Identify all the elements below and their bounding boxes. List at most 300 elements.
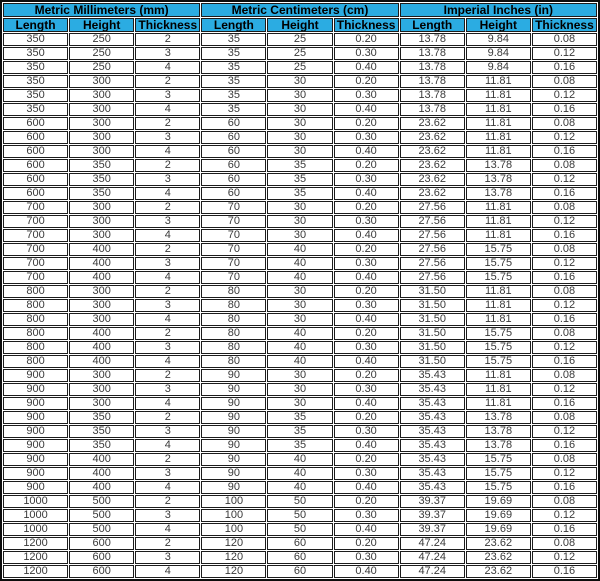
cell: 4 — [135, 313, 200, 326]
cell: 4 — [135, 145, 200, 158]
cell: 0.08 — [532, 285, 597, 298]
cell: 0.30 — [334, 215, 399, 228]
cell: 19.69 — [466, 509, 531, 522]
cell: 1000 — [3, 495, 68, 508]
cell: 0.40 — [334, 229, 399, 242]
cell: 0.12 — [532, 257, 597, 270]
cell: 600 — [69, 551, 134, 564]
cell: 300 — [69, 313, 134, 326]
cell: 2 — [135, 369, 200, 382]
cell: 2 — [135, 495, 200, 508]
cell: 0.40 — [334, 397, 399, 410]
cell: 27.56 — [400, 229, 465, 242]
table-row — [3, 523, 597, 536]
cell: 11.81 — [466, 299, 531, 312]
cell: 23.62 — [466, 551, 531, 564]
cell: 0.08 — [532, 453, 597, 466]
cell: 13.78 — [400, 103, 465, 116]
table-row — [3, 33, 597, 46]
cell: 0.08 — [532, 537, 597, 550]
cell: 400 — [69, 467, 134, 480]
cell: 3 — [135, 425, 200, 438]
cell: 60 — [201, 173, 266, 186]
cell: 30 — [267, 89, 332, 102]
cell: 0.40 — [334, 565, 399, 578]
cell: 0.16 — [532, 187, 597, 200]
cell: 0.30 — [334, 173, 399, 186]
cell: 900 — [3, 453, 68, 466]
cell: 70 — [201, 201, 266, 214]
cell: 2 — [135, 327, 200, 340]
cell: 700 — [3, 229, 68, 242]
cell: 31.50 — [400, 285, 465, 298]
cell: 0.40 — [334, 103, 399, 116]
cell: 40 — [267, 481, 332, 494]
cell: 35.43 — [400, 411, 465, 424]
cell: 30 — [267, 145, 332, 158]
cell: 600 — [3, 187, 68, 200]
cell: 0.30 — [334, 47, 399, 60]
cell: 600 — [69, 537, 134, 550]
cell: 0.08 — [532, 243, 597, 256]
cell: 15.75 — [466, 327, 531, 340]
cell: 0.30 — [334, 467, 399, 480]
table-row — [3, 117, 597, 130]
cell: 500 — [69, 509, 134, 522]
cell: 0.16 — [532, 439, 597, 452]
table-row — [3, 229, 597, 242]
cell: 27.56 — [400, 271, 465, 284]
cell: 90 — [201, 439, 266, 452]
cell: 40 — [267, 257, 332, 270]
cell: 0.20 — [334, 243, 399, 256]
cell: 30 — [267, 285, 332, 298]
cell: 0.30 — [334, 425, 399, 438]
cell: 0.40 — [334, 355, 399, 368]
cell: 900 — [3, 467, 68, 480]
cell: 0.30 — [334, 341, 399, 354]
cell: 120 — [201, 537, 266, 550]
cell: 13.78 — [466, 159, 531, 172]
section-title-imperial-in: Imperial Inches (in) — [400, 3, 597, 17]
cell: 11.81 — [466, 229, 531, 242]
cell: 0.30 — [334, 89, 399, 102]
cell: 39.37 — [400, 495, 465, 508]
cell: 3 — [135, 89, 200, 102]
cell: 3 — [135, 47, 200, 60]
cell: 4 — [135, 481, 200, 494]
cell: 0.16 — [532, 61, 597, 74]
cell: 0.12 — [532, 215, 597, 228]
cell: 31.50 — [400, 341, 465, 354]
cell: 700 — [3, 215, 68, 228]
table-row — [3, 369, 597, 382]
cell: 250 — [69, 61, 134, 74]
cell: 0.12 — [532, 551, 597, 564]
cell: 23.62 — [466, 537, 531, 550]
cell: 35 — [267, 173, 332, 186]
cell: 1200 — [3, 551, 68, 564]
cell: 0.16 — [532, 271, 597, 284]
cell: 300 — [69, 397, 134, 410]
cell: 0.20 — [334, 537, 399, 550]
cell: 350 — [69, 173, 134, 186]
cell: 35.43 — [400, 369, 465, 382]
cell: 3 — [135, 467, 200, 480]
table-row — [3, 439, 597, 452]
cell: 27.56 — [400, 243, 465, 256]
cell: 31.50 — [400, 355, 465, 368]
table-row — [3, 495, 597, 508]
cell: 25 — [267, 47, 332, 60]
cell: 2 — [135, 159, 200, 172]
cell: 2 — [135, 453, 200, 466]
cell: 11.81 — [466, 369, 531, 382]
col-header-in-height: Height — [466, 18, 531, 32]
cell: 30 — [267, 313, 332, 326]
cell: 0.20 — [334, 117, 399, 130]
cell: 30 — [267, 369, 332, 382]
cell: 400 — [69, 327, 134, 340]
cell: 4 — [135, 103, 200, 116]
cell: 47.24 — [400, 537, 465, 550]
table-row — [3, 313, 597, 326]
cell: 1200 — [3, 537, 68, 550]
cell: 30 — [267, 201, 332, 214]
cell: 30 — [267, 229, 332, 242]
cell: 700 — [3, 271, 68, 284]
cell: 39.37 — [400, 509, 465, 522]
cell: 40 — [267, 327, 332, 340]
cell: 0.12 — [532, 467, 597, 480]
cell: 70 — [201, 243, 266, 256]
cell: 300 — [69, 75, 134, 88]
cell: 3 — [135, 215, 200, 228]
cell: 350 — [3, 75, 68, 88]
cell: 700 — [3, 201, 68, 214]
cell: 600 — [3, 131, 68, 144]
cell: 15.75 — [466, 257, 531, 270]
section-title-metric-cm: Metric Centimeters (cm) — [201, 3, 398, 17]
table-row — [3, 47, 597, 60]
cell: 600 — [3, 173, 68, 186]
cell: 80 — [201, 327, 266, 340]
table-body — [3, 33, 597, 578]
col-header-mm-length: Length — [3, 18, 68, 32]
cell: 250 — [69, 33, 134, 46]
cell: 0.16 — [532, 229, 597, 242]
cell: 11.81 — [466, 201, 531, 214]
table-row — [3, 215, 597, 228]
cell: 9.84 — [466, 61, 531, 74]
column-header-row — [3, 18, 597, 32]
cell: 35 — [201, 75, 266, 88]
cell: 9.84 — [466, 33, 531, 46]
cell: 60 — [201, 131, 266, 144]
cell: 900 — [3, 397, 68, 410]
table-row — [3, 285, 597, 298]
cell: 0.12 — [532, 383, 597, 396]
cell: 120 — [201, 565, 266, 578]
cell: 0.08 — [532, 327, 597, 340]
table-row — [3, 131, 597, 144]
cell: 600 — [3, 159, 68, 172]
cell: 0.16 — [532, 145, 597, 158]
table-row — [3, 89, 597, 102]
cell: 300 — [69, 383, 134, 396]
cell: 11.81 — [466, 75, 531, 88]
cell: 350 — [3, 33, 68, 46]
cell: 35 — [201, 33, 266, 46]
cell: 0.12 — [532, 131, 597, 144]
cell: 300 — [69, 229, 134, 242]
cell: 13.78 — [400, 61, 465, 74]
cell: 100 — [201, 509, 266, 522]
cell: 80 — [201, 285, 266, 298]
cell: 80 — [201, 355, 266, 368]
cell: 350 — [3, 89, 68, 102]
cell: 0.40 — [334, 439, 399, 452]
cell: 60 — [201, 187, 266, 200]
cell: 800 — [3, 285, 68, 298]
cell: 11.81 — [466, 131, 531, 144]
cell: 500 — [69, 523, 134, 536]
cell: 300 — [69, 117, 134, 130]
col-header-in-length: Length — [400, 18, 465, 32]
cell: 15.75 — [466, 243, 531, 256]
cell: 11.81 — [466, 313, 531, 326]
cell: 4 — [135, 397, 200, 410]
cell: 600 — [3, 145, 68, 158]
cell: 13.78 — [400, 47, 465, 60]
cell: 35.43 — [400, 453, 465, 466]
cell: 3 — [135, 551, 200, 564]
cell: 0.16 — [532, 103, 597, 116]
cell: 400 — [69, 271, 134, 284]
cell: 0.20 — [334, 495, 399, 508]
cell: 30 — [267, 215, 332, 228]
cell: 70 — [201, 257, 266, 270]
table-row — [3, 159, 597, 172]
cell: 80 — [201, 299, 266, 312]
cell: 15.75 — [466, 481, 531, 494]
cell: 120 — [201, 551, 266, 564]
cell: 9.84 — [466, 47, 531, 60]
cell: 0.20 — [334, 453, 399, 466]
cell: 90 — [201, 397, 266, 410]
cell: 30 — [267, 397, 332, 410]
cell: 0.08 — [532, 495, 597, 508]
cell: 15.75 — [466, 467, 531, 480]
cell: 23.62 — [400, 145, 465, 158]
table-row — [3, 201, 597, 214]
cell: 0.20 — [334, 33, 399, 46]
cell: 70 — [201, 271, 266, 284]
cell: 700 — [3, 243, 68, 256]
cell: 35.43 — [400, 467, 465, 480]
cell: 0.30 — [334, 257, 399, 270]
cell: 70 — [201, 229, 266, 242]
cell: 350 — [69, 425, 134, 438]
cell: 19.69 — [466, 495, 531, 508]
cell: 0.20 — [334, 327, 399, 340]
cell: 900 — [3, 439, 68, 452]
cell: 90 — [201, 383, 266, 396]
cell: 60 — [267, 565, 332, 578]
cell: 3 — [135, 173, 200, 186]
cell: 600 — [69, 565, 134, 578]
cell: 15.75 — [466, 341, 531, 354]
col-header-mm-thickness: Thickness — [135, 18, 200, 32]
cell: 35 — [267, 187, 332, 200]
cell: 31.50 — [400, 299, 465, 312]
cell: 800 — [3, 327, 68, 340]
cell: 0.12 — [532, 509, 597, 522]
cell: 23.62 — [466, 565, 531, 578]
cell: 90 — [201, 481, 266, 494]
table-row — [3, 425, 597, 438]
table-row — [3, 173, 597, 186]
cell: 3 — [135, 131, 200, 144]
table-row — [3, 75, 597, 88]
cell: 0.20 — [334, 75, 399, 88]
cell: 13.78 — [466, 411, 531, 424]
cell: 30 — [267, 103, 332, 116]
cell: 13.78 — [466, 187, 531, 200]
cell: 350 — [3, 61, 68, 74]
cell: 40 — [267, 467, 332, 480]
cell: 0.12 — [532, 341, 597, 354]
cell: 13.78 — [466, 425, 531, 438]
cell: 15.75 — [466, 271, 531, 284]
cell: 35 — [201, 89, 266, 102]
cell: 60 — [267, 551, 332, 564]
cell: 0.16 — [532, 313, 597, 326]
cell: 4 — [135, 523, 200, 536]
cell: 0.40 — [334, 271, 399, 284]
cell: 35 — [267, 425, 332, 438]
cell: 27.56 — [400, 201, 465, 214]
cell: 23.62 — [400, 117, 465, 130]
cell: 19.69 — [466, 523, 531, 536]
cell: 400 — [69, 257, 134, 270]
cell: 11.81 — [466, 103, 531, 116]
cell: 0.40 — [334, 145, 399, 158]
cell: 350 — [69, 439, 134, 452]
table-row — [3, 327, 597, 340]
cell: 35.43 — [400, 439, 465, 452]
table-row — [3, 355, 597, 368]
cell: 70 — [201, 215, 266, 228]
cell: 400 — [69, 341, 134, 354]
table-row — [3, 257, 597, 270]
cell: 350 — [69, 411, 134, 424]
cell: 90 — [201, 467, 266, 480]
cell: 400 — [69, 453, 134, 466]
table-row — [3, 299, 597, 312]
cell: 300 — [69, 369, 134, 382]
cell: 0.08 — [532, 117, 597, 130]
cell: 3 — [135, 341, 200, 354]
cell: 0.40 — [334, 61, 399, 74]
col-header-in-thickness: Thickness — [532, 18, 597, 32]
cell: 31.50 — [400, 313, 465, 326]
cell: 30 — [267, 117, 332, 130]
cell: 900 — [3, 425, 68, 438]
cell: 0.20 — [334, 159, 399, 172]
cell: 11.81 — [466, 89, 531, 102]
cell: 300 — [69, 299, 134, 312]
cell: 40 — [267, 271, 332, 284]
cell: 23.62 — [400, 159, 465, 172]
cell: 0.08 — [532, 33, 597, 46]
cell: 11.81 — [466, 383, 531, 396]
cell: 2 — [135, 75, 200, 88]
cell: 300 — [69, 103, 134, 116]
cell: 4 — [135, 229, 200, 242]
cell: 100 — [201, 495, 266, 508]
table-row — [3, 565, 597, 578]
col-header-cm-thickness: Thickness — [334, 18, 399, 32]
cell: 800 — [3, 355, 68, 368]
cell: 90 — [201, 453, 266, 466]
cell: 35.43 — [400, 481, 465, 494]
cell: 100 — [201, 523, 266, 536]
cell: 27.56 — [400, 257, 465, 270]
cell: 35.43 — [400, 425, 465, 438]
cell: 40 — [267, 243, 332, 256]
cell: 13.78 — [466, 439, 531, 452]
cell: 0.12 — [532, 173, 597, 186]
cell: 3 — [135, 257, 200, 270]
table-row — [3, 61, 597, 74]
cell: 4 — [135, 439, 200, 452]
cell: 0.16 — [532, 397, 597, 410]
cell: 30 — [267, 131, 332, 144]
cell: 0.12 — [532, 89, 597, 102]
cell: 0.12 — [532, 47, 597, 60]
cell: 39.37 — [400, 523, 465, 536]
cell: 3 — [135, 299, 200, 312]
cell: 300 — [69, 89, 134, 102]
cell: 800 — [3, 341, 68, 354]
cell: 300 — [69, 285, 134, 298]
cell: 23.62 — [400, 173, 465, 186]
cell: 900 — [3, 369, 68, 382]
cell: 23.62 — [400, 131, 465, 144]
col-header-cm-height: Height — [267, 18, 332, 32]
cell: 90 — [201, 425, 266, 438]
cell: 0.30 — [334, 383, 399, 396]
cell: 11.81 — [466, 145, 531, 158]
table-row — [3, 341, 597, 354]
cell: 30 — [267, 383, 332, 396]
cell: 1200 — [3, 565, 68, 578]
cell: 400 — [69, 481, 134, 494]
cell: 250 — [69, 47, 134, 60]
cell: 13.78 — [400, 89, 465, 102]
table-row — [3, 187, 597, 200]
cell: 23.62 — [400, 187, 465, 200]
cell: 15.75 — [466, 453, 531, 466]
cell: 35.43 — [400, 383, 465, 396]
cell: 2 — [135, 411, 200, 424]
cell: 2 — [135, 33, 200, 46]
cell: 4 — [135, 355, 200, 368]
cell: 0.30 — [334, 299, 399, 312]
table-row — [3, 537, 597, 550]
cell: 47.24 — [400, 565, 465, 578]
